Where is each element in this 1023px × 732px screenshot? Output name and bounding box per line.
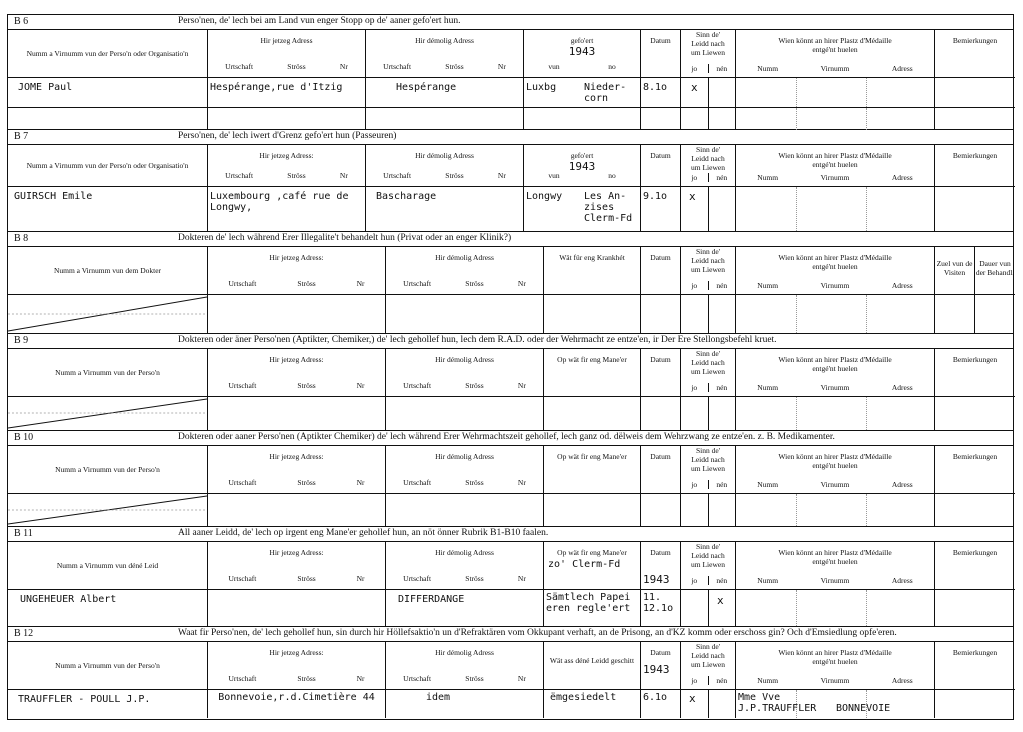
manner-note: zo' Clerm-Fd xyxy=(548,559,621,570)
section-header xyxy=(8,334,1013,349)
manner-header: Op wät fir eng Mane'er xyxy=(544,446,641,494)
empty-row xyxy=(8,108,208,130)
date-header: Datum xyxy=(641,145,681,187)
section-header xyxy=(8,431,1013,446)
section-header xyxy=(8,627,1013,642)
name-header: Numm a Virnumm vun dem Dokter xyxy=(8,247,208,295)
medal-header: Wien könnt an hirer Plastz d'Médaille entgé'nt huelen Numm Virnumm Adress xyxy=(736,349,935,397)
current-address-header: Hir jetzeg Adress: Urtschaft Ströss Nr xyxy=(208,642,386,690)
section-code: B 6 xyxy=(14,16,29,27)
manner-cell: Sämtlech Papei eren regle'ert xyxy=(544,590,641,626)
alive-header: Sinn de' Leidd nach um Liewen jo nén xyxy=(681,349,736,397)
section-title: Waat fir Perso'nen, de' lech gehollef hun, sin durch hir Höllefsaktio'n un d'Refraktären vom Okkupant verhaft, an de Prisong, an d'KZ komm oder erschoss gin? Och d'Emsiedlung opfe'eren. xyxy=(178,628,897,638)
current-address-header: Hir jetzeg Adress: Urtschaft Ströss Nr xyxy=(208,145,366,187)
medal-header: Wien könnt an hirer Plastz d'Médaille entgé'nt huelen Numm Virnumm Adress xyxy=(736,247,935,295)
name-cell: TRAUFFLER - POULL J.P. xyxy=(8,690,208,718)
medal-recipient-address: BONNEVOIE xyxy=(836,703,891,714)
medal-header: Wien könnt an hirer Plastz d'Médaille entgé'nt huelen Numm Virnumm Adress xyxy=(736,542,935,590)
current-address-header: Hir jetzeg Adress: Urtschaft Ströss Nr xyxy=(208,542,386,590)
former-address-cell: idem xyxy=(386,690,544,718)
section-header xyxy=(8,232,1013,247)
name-cell: JOME Paul xyxy=(8,78,208,108)
date-cell: 8.1o xyxy=(641,78,681,108)
medal-header: Wien könnt an hirer Plastz d'Médaille entgé'nt huelen Numm Virnumm Adress xyxy=(736,145,935,187)
medal-cell xyxy=(736,187,935,231)
illness-header: Wät für eng Krankhét xyxy=(544,247,641,295)
date-cell: 9.1o xyxy=(641,187,681,231)
visits-header: Zuel vun de Visiten xyxy=(935,247,975,295)
name-header: Numm a Virnumm vun der Perso'n oder Organisatio'n xyxy=(8,30,208,78)
what-happened-cell: ëmgesiedelt xyxy=(544,690,641,718)
transported-header: gefo'ert 1943 vun no xyxy=(524,30,641,78)
former-address-header: Hir démolig Adress Urtschaft Ströss Nr xyxy=(386,349,544,397)
former-address-header: Hir démolig Adress Urtschaft Ströss Nr xyxy=(386,247,544,295)
name-cell xyxy=(8,494,208,526)
name-header: Numm a Virnumm vun der Perso'n xyxy=(8,642,208,690)
medal-cell xyxy=(736,590,935,626)
transported-header: gefo'ert 1943 vun no xyxy=(524,145,641,187)
section-header xyxy=(8,527,1013,542)
section-b7 xyxy=(8,130,1013,232)
section-title: Dokteren oder aaner Perso'nen (Aptikter Chemiker) de' lech während Erer Wehrmachtszeit gehollef, lech ganz od. dëlweis dem Wehrzwang ze entze'en. z. B. Medikamenter. xyxy=(178,432,835,442)
name-cell: GUIRSCH Emile xyxy=(8,187,208,231)
section-title: Dokteren de' lech während Erer Illegalite't behandelt hun (Privat oder an enger Klinik?) xyxy=(178,233,512,243)
section-title: Dokteren oder äner Perso'nen (Aptikter, Chemiker,) de' lech gehollef hun, lech dem R.A.D. oder der Wehrmacht ze entze'en, ir Der Ere Stellongsbefehl kruet. xyxy=(178,335,777,345)
alive-cell: x xyxy=(681,187,736,231)
name-cell xyxy=(8,295,208,333)
section-b8 xyxy=(8,232,1013,334)
section-header xyxy=(8,130,1013,145)
section-b6 xyxy=(8,15,1013,130)
alive-header: Sinn de' Leidd nach um Liewen jo nén xyxy=(681,642,736,690)
what-happened-header: Wät ass déné Leidd geschitt xyxy=(544,642,641,690)
date-cell: 6.1o xyxy=(641,690,681,718)
date-header: Datum xyxy=(641,30,681,78)
remarks-cell xyxy=(935,78,1015,108)
strike-diagonal xyxy=(8,494,207,526)
current-address-cell: Bonnevoie,r.d.Cimetière 44 xyxy=(208,690,386,718)
name-cell: UNGEHEUER Albert xyxy=(8,590,208,626)
questionnaire-form xyxy=(7,14,1014,720)
section-title: Perso'nen, de' lech iwert d'Grenz gefo'ert hun (Passeuren) xyxy=(178,131,397,141)
alive-cell: x xyxy=(681,590,736,626)
section-b9 xyxy=(8,334,1013,431)
date-header: Datum 1943 xyxy=(641,542,681,590)
current-address-header: Hir jetzeg Adress: Urtschaft Ströss Nr xyxy=(208,349,386,397)
route-cell: Longwy Les An- zises Clerm-Fd xyxy=(524,187,641,231)
section-b11 xyxy=(8,527,1013,627)
alive-cell: x xyxy=(681,78,736,108)
current-address-header: Hir jetzeg Adress Urtschaft Ströss Nr xyxy=(208,30,366,78)
remarks-header: Bemierkungen xyxy=(935,542,1015,590)
date-header: Datum xyxy=(641,349,681,397)
remarks-header: Bemierkungen xyxy=(935,642,1015,690)
section-code: B 11 xyxy=(14,528,33,539)
current-address-header: Hir jetzeg Adress: Urtschaft Ströss Nr xyxy=(208,247,386,295)
section-code: B 7 xyxy=(14,131,29,142)
duration-header: Dauer vun der Behandl. xyxy=(975,247,1015,295)
remarks-header: Bemierkungen xyxy=(935,446,1015,494)
remarks-header: Bemierkungen xyxy=(935,349,1015,397)
alive-header: Sinn de' Leidd nach um Liewen jo nén xyxy=(681,145,736,187)
section-title: Perso'nen, de' lech bei am Land vun enger Stopp op de' aaner gefo'ert hun. xyxy=(178,16,461,26)
alive-header: Sinn de' Leidd nach um Liewen jo nén xyxy=(681,542,736,590)
section-code: B 8 xyxy=(14,233,29,244)
section-title: All aaner Leidd, de' lech op irgent eng Mane'er gehollef hun, an nöt önner Rubrik B1-B10 faalen. xyxy=(178,528,549,538)
strike-diagonal xyxy=(8,295,207,333)
section-code: B 9 xyxy=(14,335,29,346)
date-header: Datum 1943 xyxy=(641,642,681,690)
manner-header: Op wät fir eng Mane'er zo' Clerm-Fd xyxy=(544,542,641,590)
former-address-header: Hir démolig Adress Urtschaft Ströss Nr xyxy=(366,30,524,78)
strike-diagonal xyxy=(8,397,207,430)
section-code: B 12 xyxy=(14,628,34,639)
former-address-cell: Hespérange xyxy=(366,78,524,108)
former-address-cell: DIFFERDANGE xyxy=(386,590,544,626)
alive-header: Sinn de' Leidd nach um Liewen jo nén xyxy=(681,30,736,78)
medal-cell xyxy=(736,78,935,108)
route-cell: Luxbg Nieder- corn xyxy=(524,78,641,108)
remarks-header: Bemierkungen xyxy=(935,30,1015,78)
name-cell xyxy=(8,397,208,430)
medal-header: Wien könnt an hirer Plastz d'Médaille entgé'nt huelen Numm Virnumm Adress xyxy=(736,30,935,78)
name-header: Numm a Virnumm vun der Perso'n xyxy=(8,349,208,397)
alive-header: Sinn de' Leidd nach um Liewen jo nén xyxy=(681,247,736,295)
former-address-cell: Bascharage xyxy=(366,187,524,231)
name-header: Numm a Virnumm vun der Perso'n oder Organisatio'n xyxy=(8,145,208,187)
name-header: Numm a Virnumm vun der Perso'n xyxy=(8,446,208,494)
remarks-cell xyxy=(935,690,1015,718)
name-header: Numm a Virnumm vun déné Leid xyxy=(8,542,208,590)
medal-recipient-name: Mme Vve J.P.TRAUFFLER xyxy=(738,692,817,714)
former-address-header: Hir démolig Adress Urtschaft Ströss Nr xyxy=(386,542,544,590)
remarks-cell xyxy=(935,590,1015,626)
current-address-header: Hir jetzeg Adress: Urtschaft Ströss Nr xyxy=(208,446,386,494)
medal-header: Wien könnt an hirer Plastz d'Médaille entgé'nt huelen Numm Virnumm Adress xyxy=(736,446,935,494)
date-header: Datum xyxy=(641,446,681,494)
section-code: B 10 xyxy=(14,432,34,443)
current-address-cell xyxy=(208,590,386,626)
alive-header: Sinn de' Leidd nach um Liewen jo nén xyxy=(681,446,736,494)
section-b10 xyxy=(8,431,1013,527)
former-address-header: Hir démolig Adress Urtschaft Ströss Nr xyxy=(366,145,524,187)
former-address-header: Hir démolig Adress Urtschaft Ströss Nr xyxy=(386,446,544,494)
date-header: Datum xyxy=(641,247,681,295)
date-cell: 11. 12.1o xyxy=(641,590,681,626)
section-header xyxy=(8,15,1013,30)
section-b12 xyxy=(8,627,1013,719)
medal-header: Wien könnt an hirer Plastz d'Médaille entgé'nt huelen Numm Virnumm Adress xyxy=(736,642,935,690)
current-address-cell: Luxembourg ,café rue de Longwy, xyxy=(208,187,366,231)
manner-header: Op wät fir eng Mane'er xyxy=(544,349,641,397)
medal-cell xyxy=(736,690,935,718)
alive-cell: x xyxy=(681,690,736,718)
former-address-header: Hir démolig Adress Urtschaft Ströss Nr xyxy=(386,642,544,690)
current-address-cell: Hespérange,rue d'Itzig xyxy=(208,78,366,108)
remarks-header: Bemierkungen xyxy=(935,145,1015,187)
remarks-cell xyxy=(935,187,1015,231)
